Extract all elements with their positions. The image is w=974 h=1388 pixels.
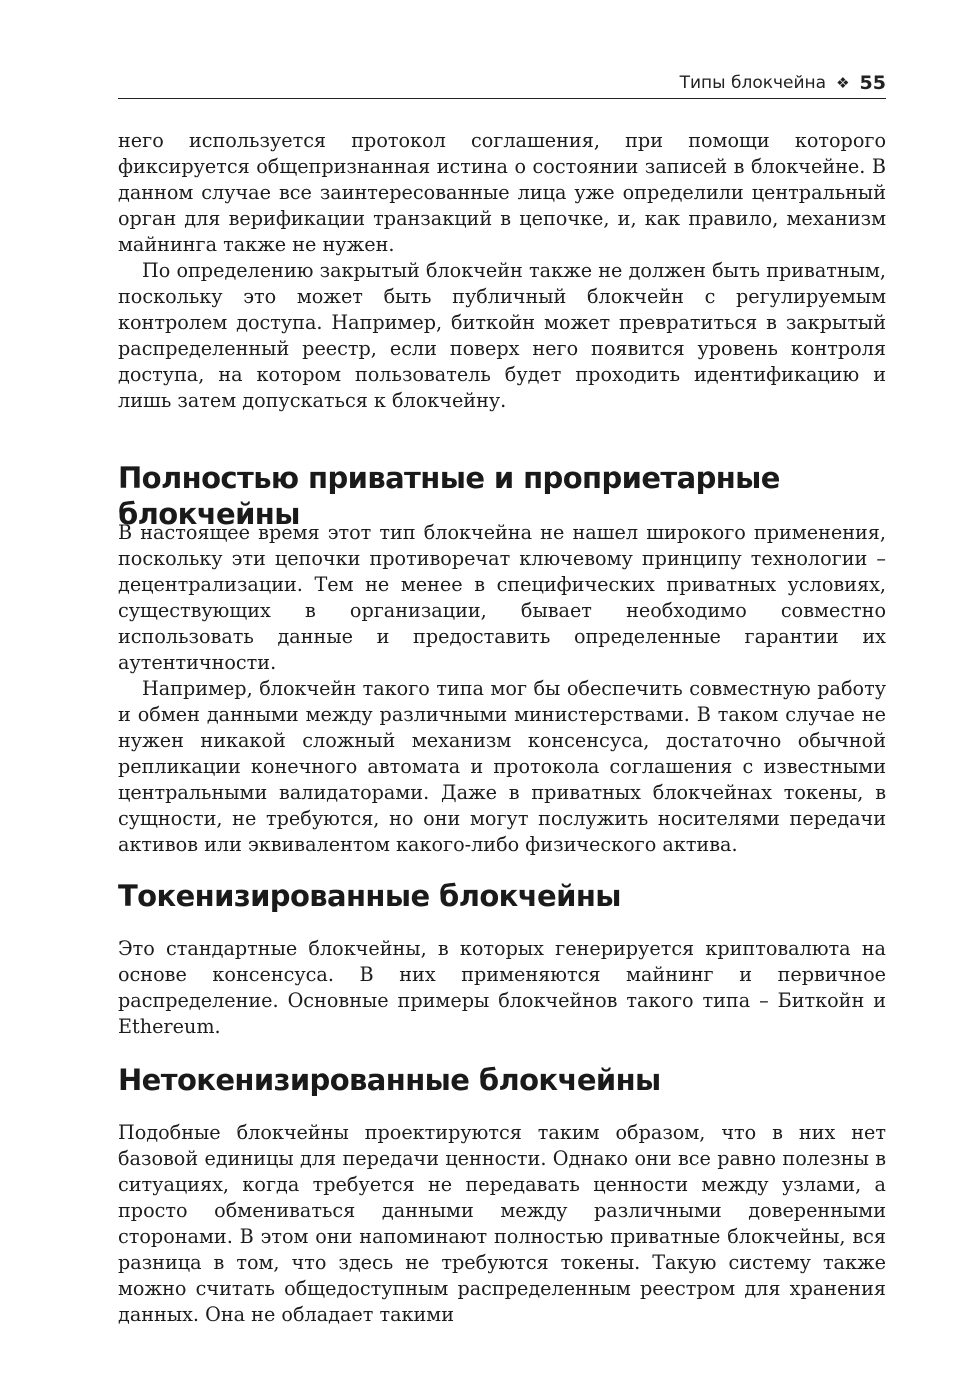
private-blockchains-text-block (118, 520, 886, 858)
paragraph: Это стандартные блокчейны, в которых генерируется криптовалюта на основе консенсуса. В них применяются майнинг и первичное распределение. Основные примеры блокчейнов такого типа – Биткойн и Ethereum. (118, 937, 886, 1038)
intro-text-block (118, 128, 886, 414)
tokenized-text-block (118, 936, 886, 1040)
running-title: Типы блокчейна (679, 73, 827, 93)
ornament-separator-icon: ❖ (836, 74, 850, 92)
paragraph: По определению закрытый блокчейн также не должен быть приватным, поскольку это может быть публичный блокчейн с регулируемым контролем доступа. Например, биткойн может превратиться в закрытый распределенный реестр, если поверх него появится уровень контроля доступа, на котором пользователь будет проходить идентификацию и лишь затем допускаться к блокчейну. (118, 259, 886, 412)
running-header (118, 68, 886, 99)
paragraph: него используется протокол соглашения, при помощи которого фиксируется общепризнанная истина о состоянии записей в блокчейне. В данном случае все заинтересованные лица уже определили центральный орган для верификации транзакций в цепочке, и, как правило, механизм майнинга также не нужен. (118, 129, 886, 256)
section-heading-tokenized: Токенизированные блокчейны (118, 879, 621, 913)
section-heading-non-tokenized: Нетокенизированные блокчейны (118, 1063, 661, 1097)
paragraph: Подобные блокчейны проектируются таким образом, что в них нет базовой единицы для передачи ценности. Однако они все равно полезны в ситуациях, когда требуется не передавать ценности между узлами, а просто обмениваться данными между различными доверенными сторонами. В этом они напоминают полностью приватные блокчейны, вся разница в том, что здесь не требуются токены. Такую систему также можно считать общедоступным распределенным реестром для хранения данных. Она не обладает такими (118, 1121, 886, 1326)
page-number: 55 (859, 72, 886, 94)
paragraph: Например, блокчейн такого типа мог бы обеспечить совместную работу и обмен данными между различными министерствами. В таком случае не нужен никакой сложный механизм консенсуса, достаточно обычной репликации конечного автомата и протокола соглашения с известными центральными валидаторами. Даже в приватных блокчейнах токены, в сущности, не требуются, но они могут послужить носителями передачи активов или эквивалентом какого-либо физического актива. (118, 677, 886, 856)
non-tokenized-text-block (118, 1120, 886, 1328)
paragraph: В настоящее время этот тип блокчейна не нашел широкого применения, поскольку эти цепочки противоречат ключевому принципу технологии – децентрализации. Тем не менее в специфических приватных условиях, существующих в организации, бывает необходимо совместно использовать данные и предоставить определенные гарантии их аутентичности. (118, 521, 886, 674)
section-heading-private-proprietary: Полностью приватные и проприетарные блокчейны (118, 461, 780, 531)
